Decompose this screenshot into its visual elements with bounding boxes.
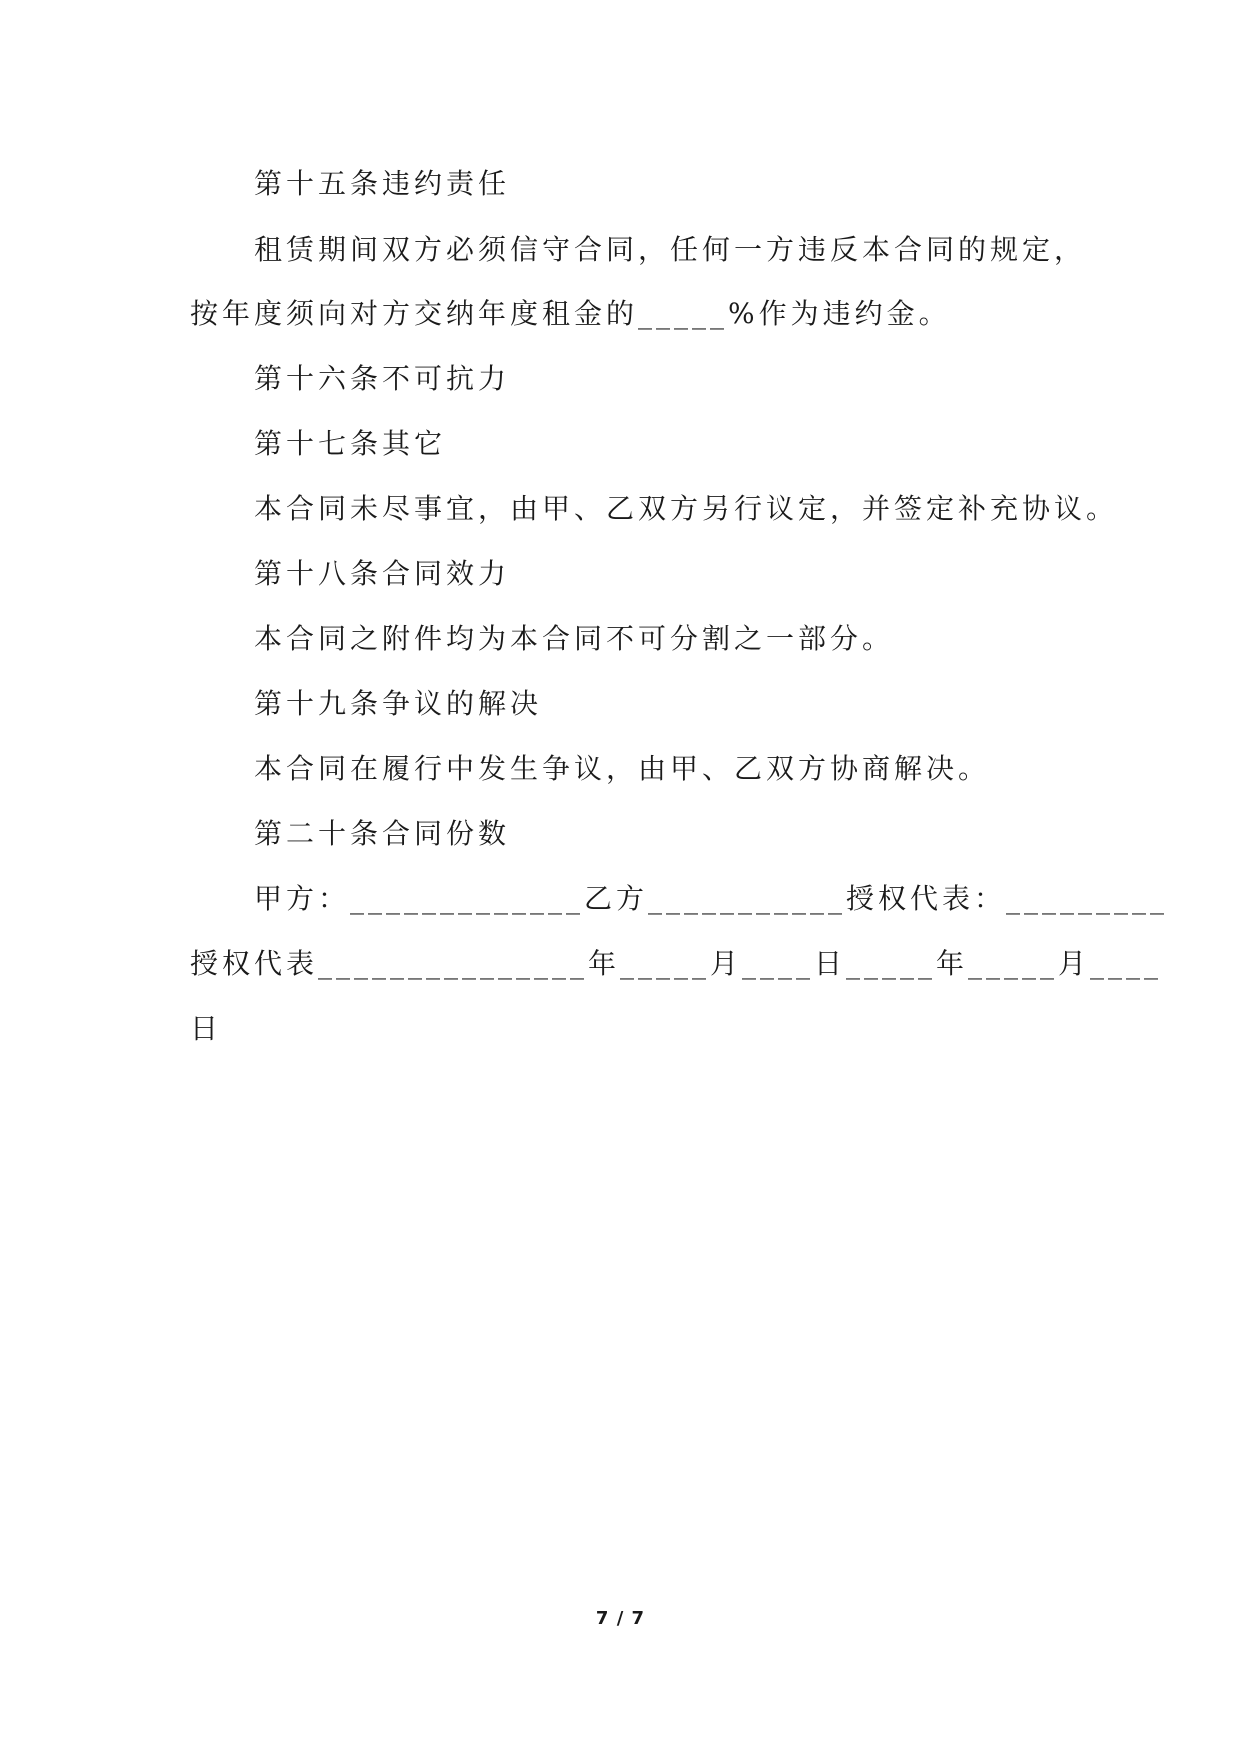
- article-19-heading: 第十九条争议的解决: [254, 687, 543, 720]
- article-18-heading: 第十八条合同效力: [254, 557, 511, 590]
- page-number: 7 / 7: [595, 1608, 646, 1629]
- signature-line-2: 授权代表_______________年_____月____日_____年_____月____: [190, 947, 1163, 980]
- article-18-text: 本合同之附件均为本合同不可分割之一部分。: [254, 622, 895, 655]
- article-15-text-line-1: 租赁期间双方必须信守合同，任何一方违反本合同的规定，: [254, 233, 1087, 266]
- article-20-heading: 第二十条合同份数: [254, 817, 511, 850]
- article-15-heading: 第十五条违约责任: [254, 167, 511, 200]
- article-16-heading: 第十六条不可抗力: [254, 362, 511, 395]
- article-19-text: 本合同在履行中发生争议，由甲、乙双方协商解决。: [254, 752, 991, 785]
- article-17-heading: 第十七条其它: [254, 427, 447, 460]
- article-15-text-line-2: 按年度须向对方交纳年度租金的_____%作为违约金。: [190, 297, 951, 330]
- signature-line-1: 甲方：_____________乙方___________授权代表：_________: [254, 882, 1169, 915]
- signature-line-3: 日: [190, 1012, 223, 1045]
- article-17-text: 本合同未尽事宜，由甲、乙双方另行议定，并签定补充协议。: [254, 492, 1119, 525]
